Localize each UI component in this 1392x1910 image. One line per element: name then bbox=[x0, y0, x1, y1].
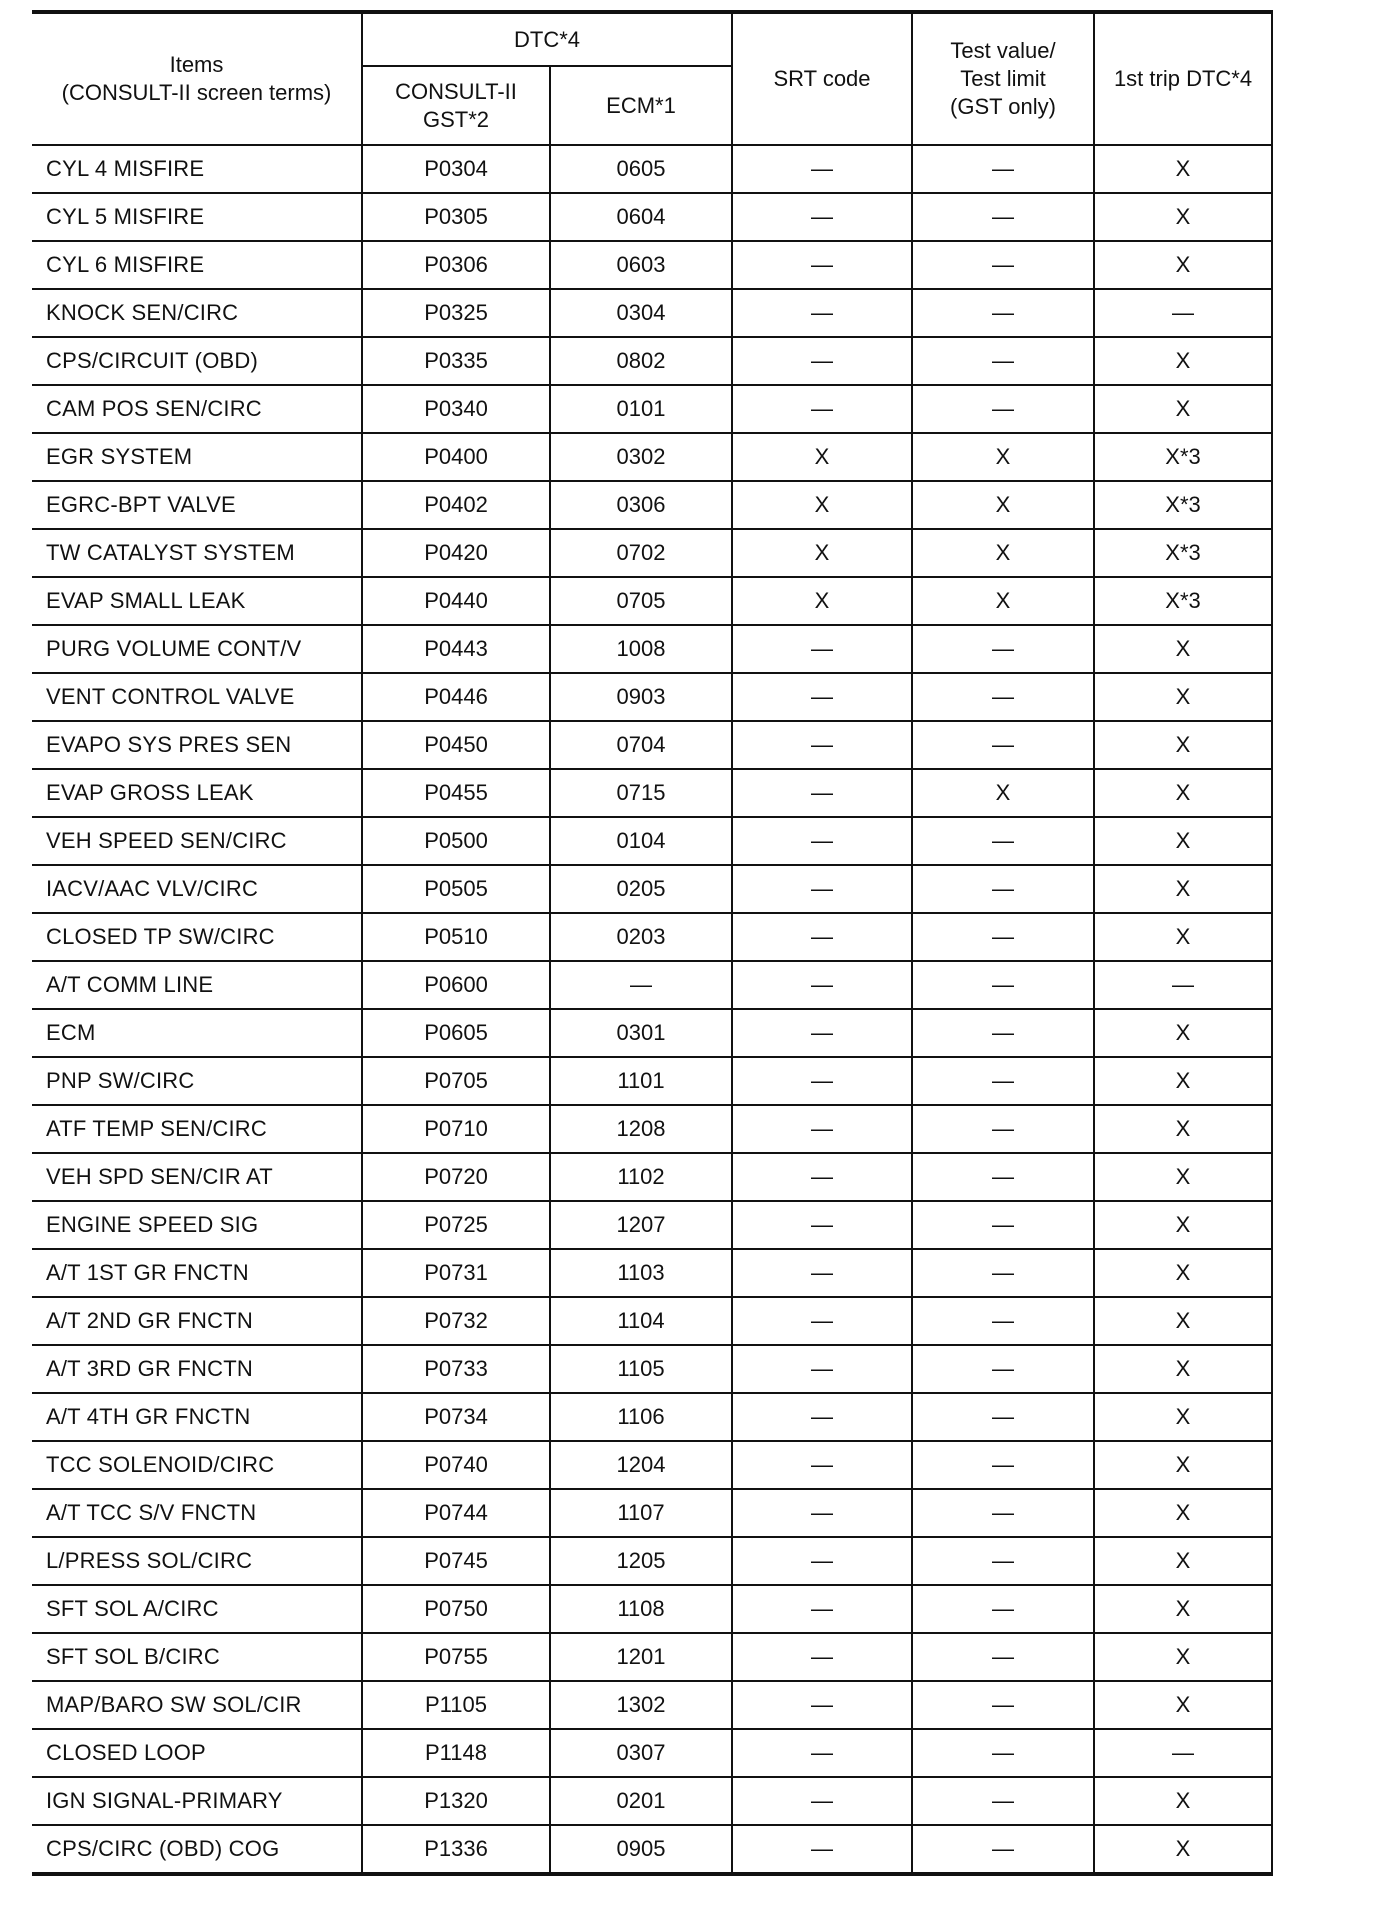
srt-code-cell: — bbox=[732, 241, 912, 289]
srt-code-cell: — bbox=[732, 1057, 912, 1105]
srt-code-cell: — bbox=[732, 289, 912, 337]
ecm-cell: 0705 bbox=[550, 577, 732, 625]
item-cell: EVAP SMALL LEAK bbox=[32, 577, 362, 625]
item-cell: EVAP GROSS LEAK bbox=[32, 769, 362, 817]
table-row bbox=[32, 1393, 1272, 1441]
first-trip-dtc-cell: X bbox=[1094, 1201, 1272, 1249]
table-row bbox=[32, 145, 1272, 193]
first-trip-dtc-cell: X bbox=[1094, 673, 1272, 721]
first-trip-dtc-cell: X*3 bbox=[1094, 529, 1272, 577]
test-value-cell: — bbox=[912, 865, 1094, 913]
first-trip-dtc-cell: X bbox=[1094, 1249, 1272, 1297]
srt-code-cell: — bbox=[732, 1297, 912, 1345]
table-row bbox=[32, 529, 1272, 577]
first-trip-dtc-cell: X bbox=[1094, 193, 1272, 241]
consult-gst-cell: P0335 bbox=[362, 337, 550, 385]
test-value-cell: — bbox=[912, 961, 1094, 1009]
table-row bbox=[32, 673, 1272, 721]
dtc-table bbox=[32, 10, 1273, 1876]
test-value-cell: X bbox=[912, 577, 1094, 625]
consult-gst-cell: P0440 bbox=[362, 577, 550, 625]
table-row bbox=[32, 1681, 1272, 1729]
item-cell: L/PRESS SOL/CIRC bbox=[32, 1537, 362, 1585]
consult-gst-cell: P0450 bbox=[362, 721, 550, 769]
ecm-cell: 1108 bbox=[550, 1585, 732, 1633]
first-trip-dtc-cell: X bbox=[1094, 1537, 1272, 1585]
consult-gst-cell: P0500 bbox=[362, 817, 550, 865]
first-trip-dtc-cell: X bbox=[1094, 1489, 1272, 1537]
test-value-cell: — bbox=[912, 337, 1094, 385]
ecm-cell: 0905 bbox=[550, 1825, 732, 1874]
table-header bbox=[32, 12, 1272, 145]
test-value-cell: — bbox=[912, 673, 1094, 721]
header-test-value bbox=[912, 12, 1094, 145]
test-value-cell: — bbox=[912, 913, 1094, 961]
consult-gst-cell: P1336 bbox=[362, 1825, 550, 1874]
consult-gst-cell: P0705 bbox=[362, 1057, 550, 1105]
ecm-cell: 0101 bbox=[550, 385, 732, 433]
table-row bbox=[32, 1057, 1272, 1105]
ecm-cell: 0304 bbox=[550, 289, 732, 337]
item-cell: CLOSED LOOP bbox=[32, 1729, 362, 1777]
first-trip-dtc-cell: X bbox=[1094, 1825, 1272, 1874]
consult-gst-cell: P0306 bbox=[362, 241, 550, 289]
ecm-cell: 1105 bbox=[550, 1345, 732, 1393]
item-cell: EGRC-BPT VALVE bbox=[32, 481, 362, 529]
ecm-cell: 0604 bbox=[550, 193, 732, 241]
first-trip-dtc-cell: X bbox=[1094, 1777, 1272, 1825]
ecm-cell: 1008 bbox=[550, 625, 732, 673]
table-row bbox=[32, 193, 1272, 241]
table-row bbox=[32, 1201, 1272, 1249]
item-cell: VEH SPD SEN/CIR AT bbox=[32, 1153, 362, 1201]
first-trip-dtc-cell: X bbox=[1094, 1057, 1272, 1105]
ecm-cell: 1205 bbox=[550, 1537, 732, 1585]
item-cell: ENGINE SPEED SIG bbox=[32, 1201, 362, 1249]
item-cell: A/T 3RD GR FNCTN bbox=[32, 1345, 362, 1393]
header-test-line2: Test limit bbox=[960, 66, 1046, 91]
ecm-cell: 0203 bbox=[550, 913, 732, 961]
srt-code-cell: — bbox=[732, 1249, 912, 1297]
consult-gst-cell: P1320 bbox=[362, 1777, 550, 1825]
item-cell: PURG VOLUME CONT/V bbox=[32, 625, 362, 673]
item-cell: KNOCK SEN/CIRC bbox=[32, 289, 362, 337]
test-value-cell: — bbox=[912, 1153, 1094, 1201]
table-row bbox=[32, 1489, 1272, 1537]
first-trip-dtc-cell: X bbox=[1094, 1441, 1272, 1489]
srt-code-cell: — bbox=[732, 721, 912, 769]
ecm-cell: — bbox=[550, 961, 732, 1009]
srt-code-cell: — bbox=[732, 913, 912, 961]
item-cell: CYL 4 MISFIRE bbox=[32, 145, 362, 193]
table-row bbox=[32, 817, 1272, 865]
consult-gst-cell: P0420 bbox=[362, 529, 550, 577]
test-value-cell: — bbox=[912, 385, 1094, 433]
test-value-cell: X bbox=[912, 769, 1094, 817]
srt-code-cell: — bbox=[732, 769, 912, 817]
test-value-cell: X bbox=[912, 529, 1094, 577]
test-value-cell: — bbox=[912, 289, 1094, 337]
srt-code-cell: — bbox=[732, 1345, 912, 1393]
item-cell: EGR SYSTEM bbox=[32, 433, 362, 481]
ecm-cell: 1204 bbox=[550, 1441, 732, 1489]
test-value-cell: — bbox=[912, 1393, 1094, 1441]
item-cell: CYL 6 MISFIRE bbox=[32, 241, 362, 289]
ecm-cell: 0104 bbox=[550, 817, 732, 865]
consult-gst-cell: P0740 bbox=[362, 1441, 550, 1489]
item-cell: CAM POS SEN/CIRC bbox=[32, 385, 362, 433]
item-cell: VENT CONTROL VALVE bbox=[32, 673, 362, 721]
srt-code-cell: — bbox=[732, 1105, 912, 1153]
srt-code-cell: — bbox=[732, 1777, 912, 1825]
item-cell: SFT SOL B/CIRC bbox=[32, 1633, 362, 1681]
ecm-cell: 0605 bbox=[550, 145, 732, 193]
srt-code-cell: — bbox=[732, 1393, 912, 1441]
srt-code-cell: — bbox=[732, 1825, 912, 1874]
srt-code-cell: — bbox=[732, 1537, 912, 1585]
srt-code-cell: — bbox=[732, 673, 912, 721]
table-row bbox=[32, 1537, 1272, 1585]
item-cell: PNP SW/CIRC bbox=[32, 1057, 362, 1105]
header-test-line1: Test value/ bbox=[950, 38, 1056, 63]
first-trip-dtc-cell: — bbox=[1094, 289, 1272, 337]
item-cell: A/T 1ST GR FNCTN bbox=[32, 1249, 362, 1297]
item-cell: CYL 5 MISFIRE bbox=[32, 193, 362, 241]
test-value-cell: — bbox=[912, 1825, 1094, 1874]
dtc-table-page bbox=[32, 10, 1272, 1876]
ecm-cell: 0802 bbox=[550, 337, 732, 385]
srt-code-cell: — bbox=[732, 193, 912, 241]
table-row bbox=[32, 337, 1272, 385]
srt-code-cell: — bbox=[732, 961, 912, 1009]
srt-code-cell: — bbox=[732, 625, 912, 673]
srt-code-cell: — bbox=[732, 1585, 912, 1633]
item-cell: A/T TCC S/V FNCTN bbox=[32, 1489, 362, 1537]
first-trip-dtc-cell: X*3 bbox=[1094, 433, 1272, 481]
consult-gst-cell: P0720 bbox=[362, 1153, 550, 1201]
header-srt-code: SRT code bbox=[732, 12, 912, 145]
ecm-cell: 1302 bbox=[550, 1681, 732, 1729]
consult-gst-cell: P0725 bbox=[362, 1201, 550, 1249]
consult-gst-cell: P0340 bbox=[362, 385, 550, 433]
first-trip-dtc-cell: X*3 bbox=[1094, 577, 1272, 625]
srt-code-cell: — bbox=[732, 1729, 912, 1777]
table-row bbox=[32, 1729, 1272, 1777]
ecm-cell: 0201 bbox=[550, 1777, 732, 1825]
consult-gst-cell: P0505 bbox=[362, 865, 550, 913]
table-row bbox=[32, 1633, 1272, 1681]
ecm-cell: 0702 bbox=[550, 529, 732, 577]
ecm-cell: 1201 bbox=[550, 1633, 732, 1681]
first-trip-dtc-cell: X bbox=[1094, 913, 1272, 961]
test-value-cell: — bbox=[912, 241, 1094, 289]
table-row bbox=[32, 1153, 1272, 1201]
ecm-cell: 0903 bbox=[550, 673, 732, 721]
srt-code-cell: — bbox=[732, 1489, 912, 1537]
first-trip-dtc-cell: X bbox=[1094, 385, 1272, 433]
table-row bbox=[32, 577, 1272, 625]
ecm-cell: 1208 bbox=[550, 1105, 732, 1153]
ecm-cell: 1107 bbox=[550, 1489, 732, 1537]
item-cell: A/T 2ND GR FNCTN bbox=[32, 1297, 362, 1345]
consult-gst-cell: P0755 bbox=[362, 1633, 550, 1681]
consult-gst-cell: P0750 bbox=[362, 1585, 550, 1633]
first-trip-dtc-cell: X bbox=[1094, 625, 1272, 673]
table-body bbox=[32, 145, 1272, 1874]
table-row bbox=[32, 721, 1272, 769]
ecm-cell: 0301 bbox=[550, 1009, 732, 1057]
first-trip-dtc-cell: X bbox=[1094, 1297, 1272, 1345]
first-trip-dtc-cell: — bbox=[1094, 961, 1272, 1009]
first-trip-dtc-cell: X bbox=[1094, 1009, 1272, 1057]
header-consult-gst bbox=[362, 66, 550, 145]
first-trip-dtc-cell: X bbox=[1094, 865, 1272, 913]
first-trip-dtc-cell: X bbox=[1094, 1393, 1272, 1441]
item-cell: IACV/AAC VLV/CIRC bbox=[32, 865, 362, 913]
table-row bbox=[32, 1585, 1272, 1633]
first-trip-dtc-cell: X bbox=[1094, 817, 1272, 865]
header-consult-line1: CONSULT-II bbox=[395, 78, 517, 104]
consult-gst-cell: P0455 bbox=[362, 769, 550, 817]
test-value-cell: — bbox=[912, 1249, 1094, 1297]
table-row bbox=[32, 1777, 1272, 1825]
item-cell: TW CATALYST SYSTEM bbox=[32, 529, 362, 577]
test-value-cell: — bbox=[912, 1777, 1094, 1825]
test-value-cell: — bbox=[912, 1057, 1094, 1105]
srt-code-cell: — bbox=[732, 817, 912, 865]
srt-code-cell: — bbox=[732, 865, 912, 913]
first-trip-dtc-cell: X bbox=[1094, 721, 1272, 769]
table-row bbox=[32, 1009, 1272, 1057]
table-row bbox=[32, 433, 1272, 481]
srt-code-cell: — bbox=[732, 385, 912, 433]
table-row bbox=[32, 865, 1272, 913]
consult-gst-cell: P0325 bbox=[362, 289, 550, 337]
item-cell: CLOSED TP SW/CIRC bbox=[32, 913, 362, 961]
item-cell: SFT SOL A/CIRC bbox=[32, 1585, 362, 1633]
ecm-cell: 0205 bbox=[550, 865, 732, 913]
header-dtc: DTC*4 bbox=[362, 12, 732, 66]
srt-code-cell: X bbox=[732, 433, 912, 481]
test-value-cell: — bbox=[912, 1537, 1094, 1585]
table-row bbox=[32, 913, 1272, 961]
table-row bbox=[32, 1297, 1272, 1345]
first-trip-dtc-cell: X bbox=[1094, 1633, 1272, 1681]
consult-gst-cell: P0744 bbox=[362, 1489, 550, 1537]
item-cell: CPS/CIRC (OBD) COG bbox=[32, 1825, 362, 1874]
consult-gst-cell: P0446 bbox=[362, 673, 550, 721]
test-value-cell: — bbox=[912, 625, 1094, 673]
first-trip-dtc-cell: X bbox=[1094, 1105, 1272, 1153]
item-cell: CPS/CIRCUIT (OBD) bbox=[32, 337, 362, 385]
consult-gst-cell: P0731 bbox=[362, 1249, 550, 1297]
header-items-line2: (CONSULT-II screen terms) bbox=[61, 80, 332, 105]
srt-code-cell: — bbox=[732, 1153, 912, 1201]
test-value-cell: X bbox=[912, 433, 1094, 481]
test-value-cell: — bbox=[912, 1297, 1094, 1345]
test-value-cell: — bbox=[912, 193, 1094, 241]
ecm-cell: 1103 bbox=[550, 1249, 732, 1297]
test-value-cell: — bbox=[912, 1441, 1094, 1489]
item-cell: A/T COMM LINE bbox=[32, 961, 362, 1009]
first-trip-dtc-cell: X bbox=[1094, 1153, 1272, 1201]
table-row bbox=[32, 1825, 1272, 1874]
consult-gst-cell: P1105 bbox=[362, 1681, 550, 1729]
ecm-cell: 1102 bbox=[550, 1153, 732, 1201]
srt-code-cell: — bbox=[732, 1633, 912, 1681]
first-trip-dtc-cell: X bbox=[1094, 1585, 1272, 1633]
ecm-cell: 0307 bbox=[550, 1729, 732, 1777]
consult-gst-cell: P0732 bbox=[362, 1297, 550, 1345]
consult-gst-cell: P0304 bbox=[362, 145, 550, 193]
consult-gst-cell: P1148 bbox=[362, 1729, 550, 1777]
test-value-cell: X bbox=[912, 481, 1094, 529]
test-value-cell: — bbox=[912, 1345, 1094, 1393]
header-items-line1: Items bbox=[169, 52, 224, 77]
header-first-trip-dtc: 1st trip DTC*4 bbox=[1094, 12, 1272, 145]
item-cell: IGN SIGNAL-PRIMARY bbox=[32, 1777, 362, 1825]
consult-gst-cell: P0510 bbox=[362, 913, 550, 961]
srt-code-cell: — bbox=[732, 1441, 912, 1489]
test-value-cell: — bbox=[912, 1105, 1094, 1153]
consult-gst-cell: P0710 bbox=[362, 1105, 550, 1153]
header-test-line3: (GST only) bbox=[950, 94, 1056, 119]
consult-gst-cell: P0400 bbox=[362, 433, 550, 481]
test-value-cell: — bbox=[912, 1633, 1094, 1681]
srt-code-cell: X bbox=[732, 481, 912, 529]
ecm-cell: 1104 bbox=[550, 1297, 732, 1345]
table-row bbox=[32, 961, 1272, 1009]
test-value-cell: — bbox=[912, 817, 1094, 865]
ecm-cell: 1207 bbox=[550, 1201, 732, 1249]
table-row bbox=[32, 289, 1272, 337]
consult-gst-cell: P0734 bbox=[362, 1393, 550, 1441]
first-trip-dtc-cell: X bbox=[1094, 769, 1272, 817]
header-consult-line2: GST*2 bbox=[422, 106, 490, 132]
ecm-cell: 0603 bbox=[550, 241, 732, 289]
ecm-cell: 1106 bbox=[550, 1393, 732, 1441]
srt-code-cell: — bbox=[732, 1009, 912, 1057]
ecm-cell: 0302 bbox=[550, 433, 732, 481]
first-trip-dtc-cell: X bbox=[1094, 145, 1272, 193]
consult-gst-cell: P0605 bbox=[362, 1009, 550, 1057]
test-value-cell: — bbox=[912, 721, 1094, 769]
item-cell: MAP/BARO SW SOL/CIR bbox=[32, 1681, 362, 1729]
item-cell: A/T 4TH GR FNCTN bbox=[32, 1393, 362, 1441]
item-cell: TCC SOLENOID/CIRC bbox=[32, 1441, 362, 1489]
srt-code-cell: — bbox=[732, 145, 912, 193]
test-value-cell: — bbox=[912, 1585, 1094, 1633]
ecm-cell: 0306 bbox=[550, 481, 732, 529]
ecm-cell: 0715 bbox=[550, 769, 732, 817]
table-row bbox=[32, 1441, 1272, 1489]
test-value-cell: — bbox=[912, 145, 1094, 193]
table-row bbox=[32, 1105, 1272, 1153]
table-row bbox=[32, 1249, 1272, 1297]
test-value-cell: — bbox=[912, 1489, 1094, 1537]
srt-code-cell: — bbox=[732, 337, 912, 385]
first-trip-dtc-cell: — bbox=[1094, 1729, 1272, 1777]
test-value-cell: — bbox=[912, 1681, 1094, 1729]
consult-gst-cell: P0733 bbox=[362, 1345, 550, 1393]
test-value-cell: — bbox=[912, 1009, 1094, 1057]
item-cell: VEH SPEED SEN/CIRC bbox=[32, 817, 362, 865]
item-cell: EVAPO SYS PRES SEN bbox=[32, 721, 362, 769]
table-row bbox=[32, 481, 1272, 529]
ecm-cell: 0704 bbox=[550, 721, 732, 769]
srt-code-cell: X bbox=[732, 577, 912, 625]
srt-code-cell: — bbox=[732, 1681, 912, 1729]
first-trip-dtc-cell: X bbox=[1094, 337, 1272, 385]
consult-gst-cell: P0745 bbox=[362, 1537, 550, 1585]
test-value-cell: — bbox=[912, 1201, 1094, 1249]
consult-gst-cell: P0305 bbox=[362, 193, 550, 241]
srt-code-cell: X bbox=[732, 529, 912, 577]
test-value-cell: — bbox=[912, 1729, 1094, 1777]
consult-gst-cell: P0600 bbox=[362, 961, 550, 1009]
header-ecm: ECM*1 bbox=[550, 66, 732, 145]
table-row bbox=[32, 1345, 1272, 1393]
table-row bbox=[32, 241, 1272, 289]
srt-code-cell: — bbox=[732, 1201, 912, 1249]
consult-gst-cell: P0402 bbox=[362, 481, 550, 529]
first-trip-dtc-cell: X bbox=[1094, 1681, 1272, 1729]
header-items bbox=[32, 12, 362, 145]
table-row bbox=[32, 625, 1272, 673]
item-cell: ATF TEMP SEN/CIRC bbox=[32, 1105, 362, 1153]
item-cell: ECM bbox=[32, 1009, 362, 1057]
table-row bbox=[32, 769, 1272, 817]
first-trip-dtc-cell: X bbox=[1094, 1345, 1272, 1393]
table-row bbox=[32, 385, 1272, 433]
first-trip-dtc-cell: X bbox=[1094, 241, 1272, 289]
consult-gst-cell: P0443 bbox=[362, 625, 550, 673]
first-trip-dtc-cell: X*3 bbox=[1094, 481, 1272, 529]
ecm-cell: 1101 bbox=[550, 1057, 732, 1105]
